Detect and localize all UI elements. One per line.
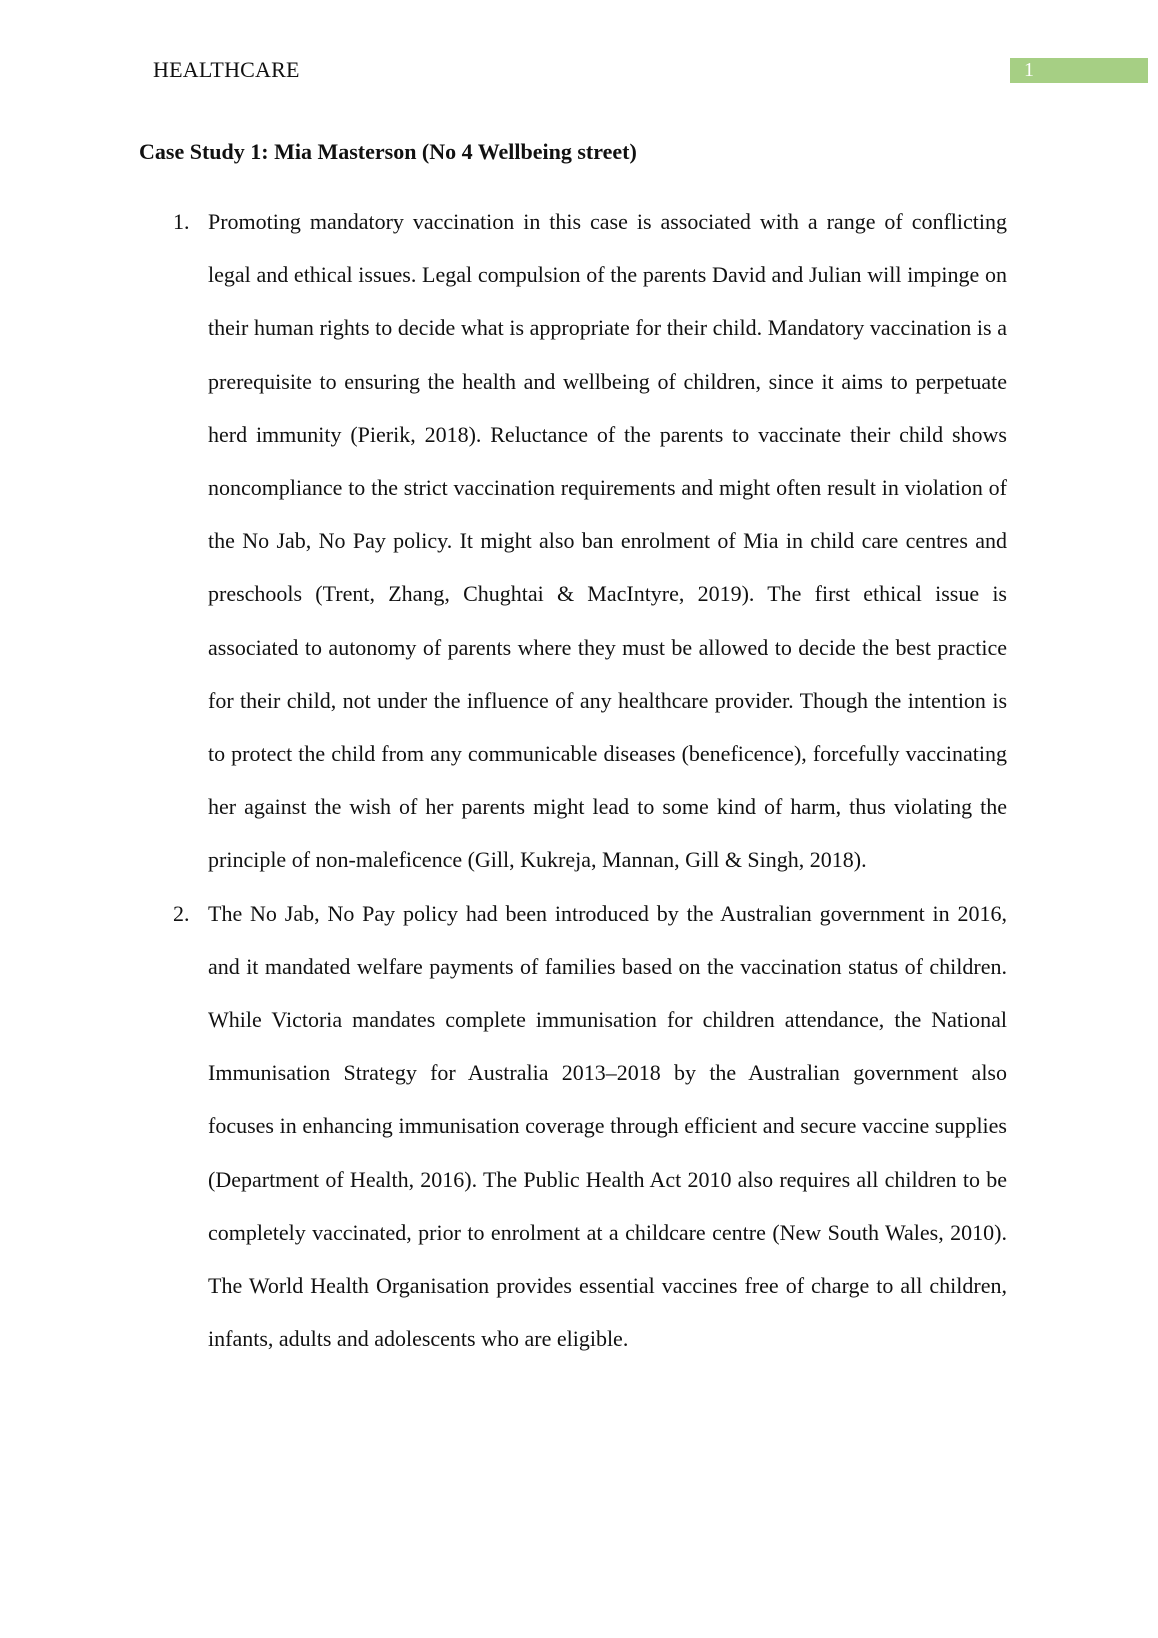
answer-marker: 2. [173,900,190,926]
answer-item-2 [173,887,1007,1366]
answer-list [173,195,1007,1365]
running-head: HEALTHCARE [153,57,300,82]
page-number-badge [1010,58,1148,83]
page-number: 1 [1024,59,1034,81]
answer-text: Promoting mandatory vaccination in this case is associated with a range of conflicting legal and ethical issues. Legal compulsion of the parents David and Julian will impinge on their human rights to decide what is appropriate for their child. Mandatory vaccination is a prerequisite to ensuring the health and wellbeing of children, since it aims to perpetuate herd immunity (Pierik, 2018). Reluctance of the parents to vaccinate their child shows noncompliance to the strict vaccination requirements and might often result in violation of the No Jab, No Pay policy. It might also ban enrolment of Mia in child care centres and preschools (Trent, Zhang, Chughtai & MacIntyre, 2019). The first ethical issue is associated to autonomy of parents where they must be allowed to decide the best practice for their child, not under the influence of any healthcare provider. Though the intention is to protect the child from any communicable diseases (beneficence), forcefully vaccinating her against the wish of her parents might lead to some kind of harm, thus violating the principle of non-maleficence (Gill, Kukreja, Mannan, Gill & Singh, 2018). [208,209,1007,873]
case-study-title: Case Study 1: Mia Masterson (No 4 Wellbeing street) [139,139,637,164]
answer-marker: 1. [173,209,190,234]
answer-item-1 [173,195,1007,887]
answer-text: The No Jab, No Pay policy had been introduced by the Australian government in 2016, and it mandated welfare payments of families based on the vaccination status of children. While Victoria mandates complete immunisation for children attendance, the National Immunisation Strategy for Australia 2013–2018 by the Australian government also focuses in enhancing immunisation coverage through efficient and secure vaccine supplies (Department of Health, 2016). The Public Health Act 2010 also requires all children to be completely vaccinated, prior to enrolment at a childcare centre (New South Wales, 2010). The World Health Organisation provides essential vaccines free of charge to all children, infants, adults and adolescents who are eligible. [208,900,1007,1352]
